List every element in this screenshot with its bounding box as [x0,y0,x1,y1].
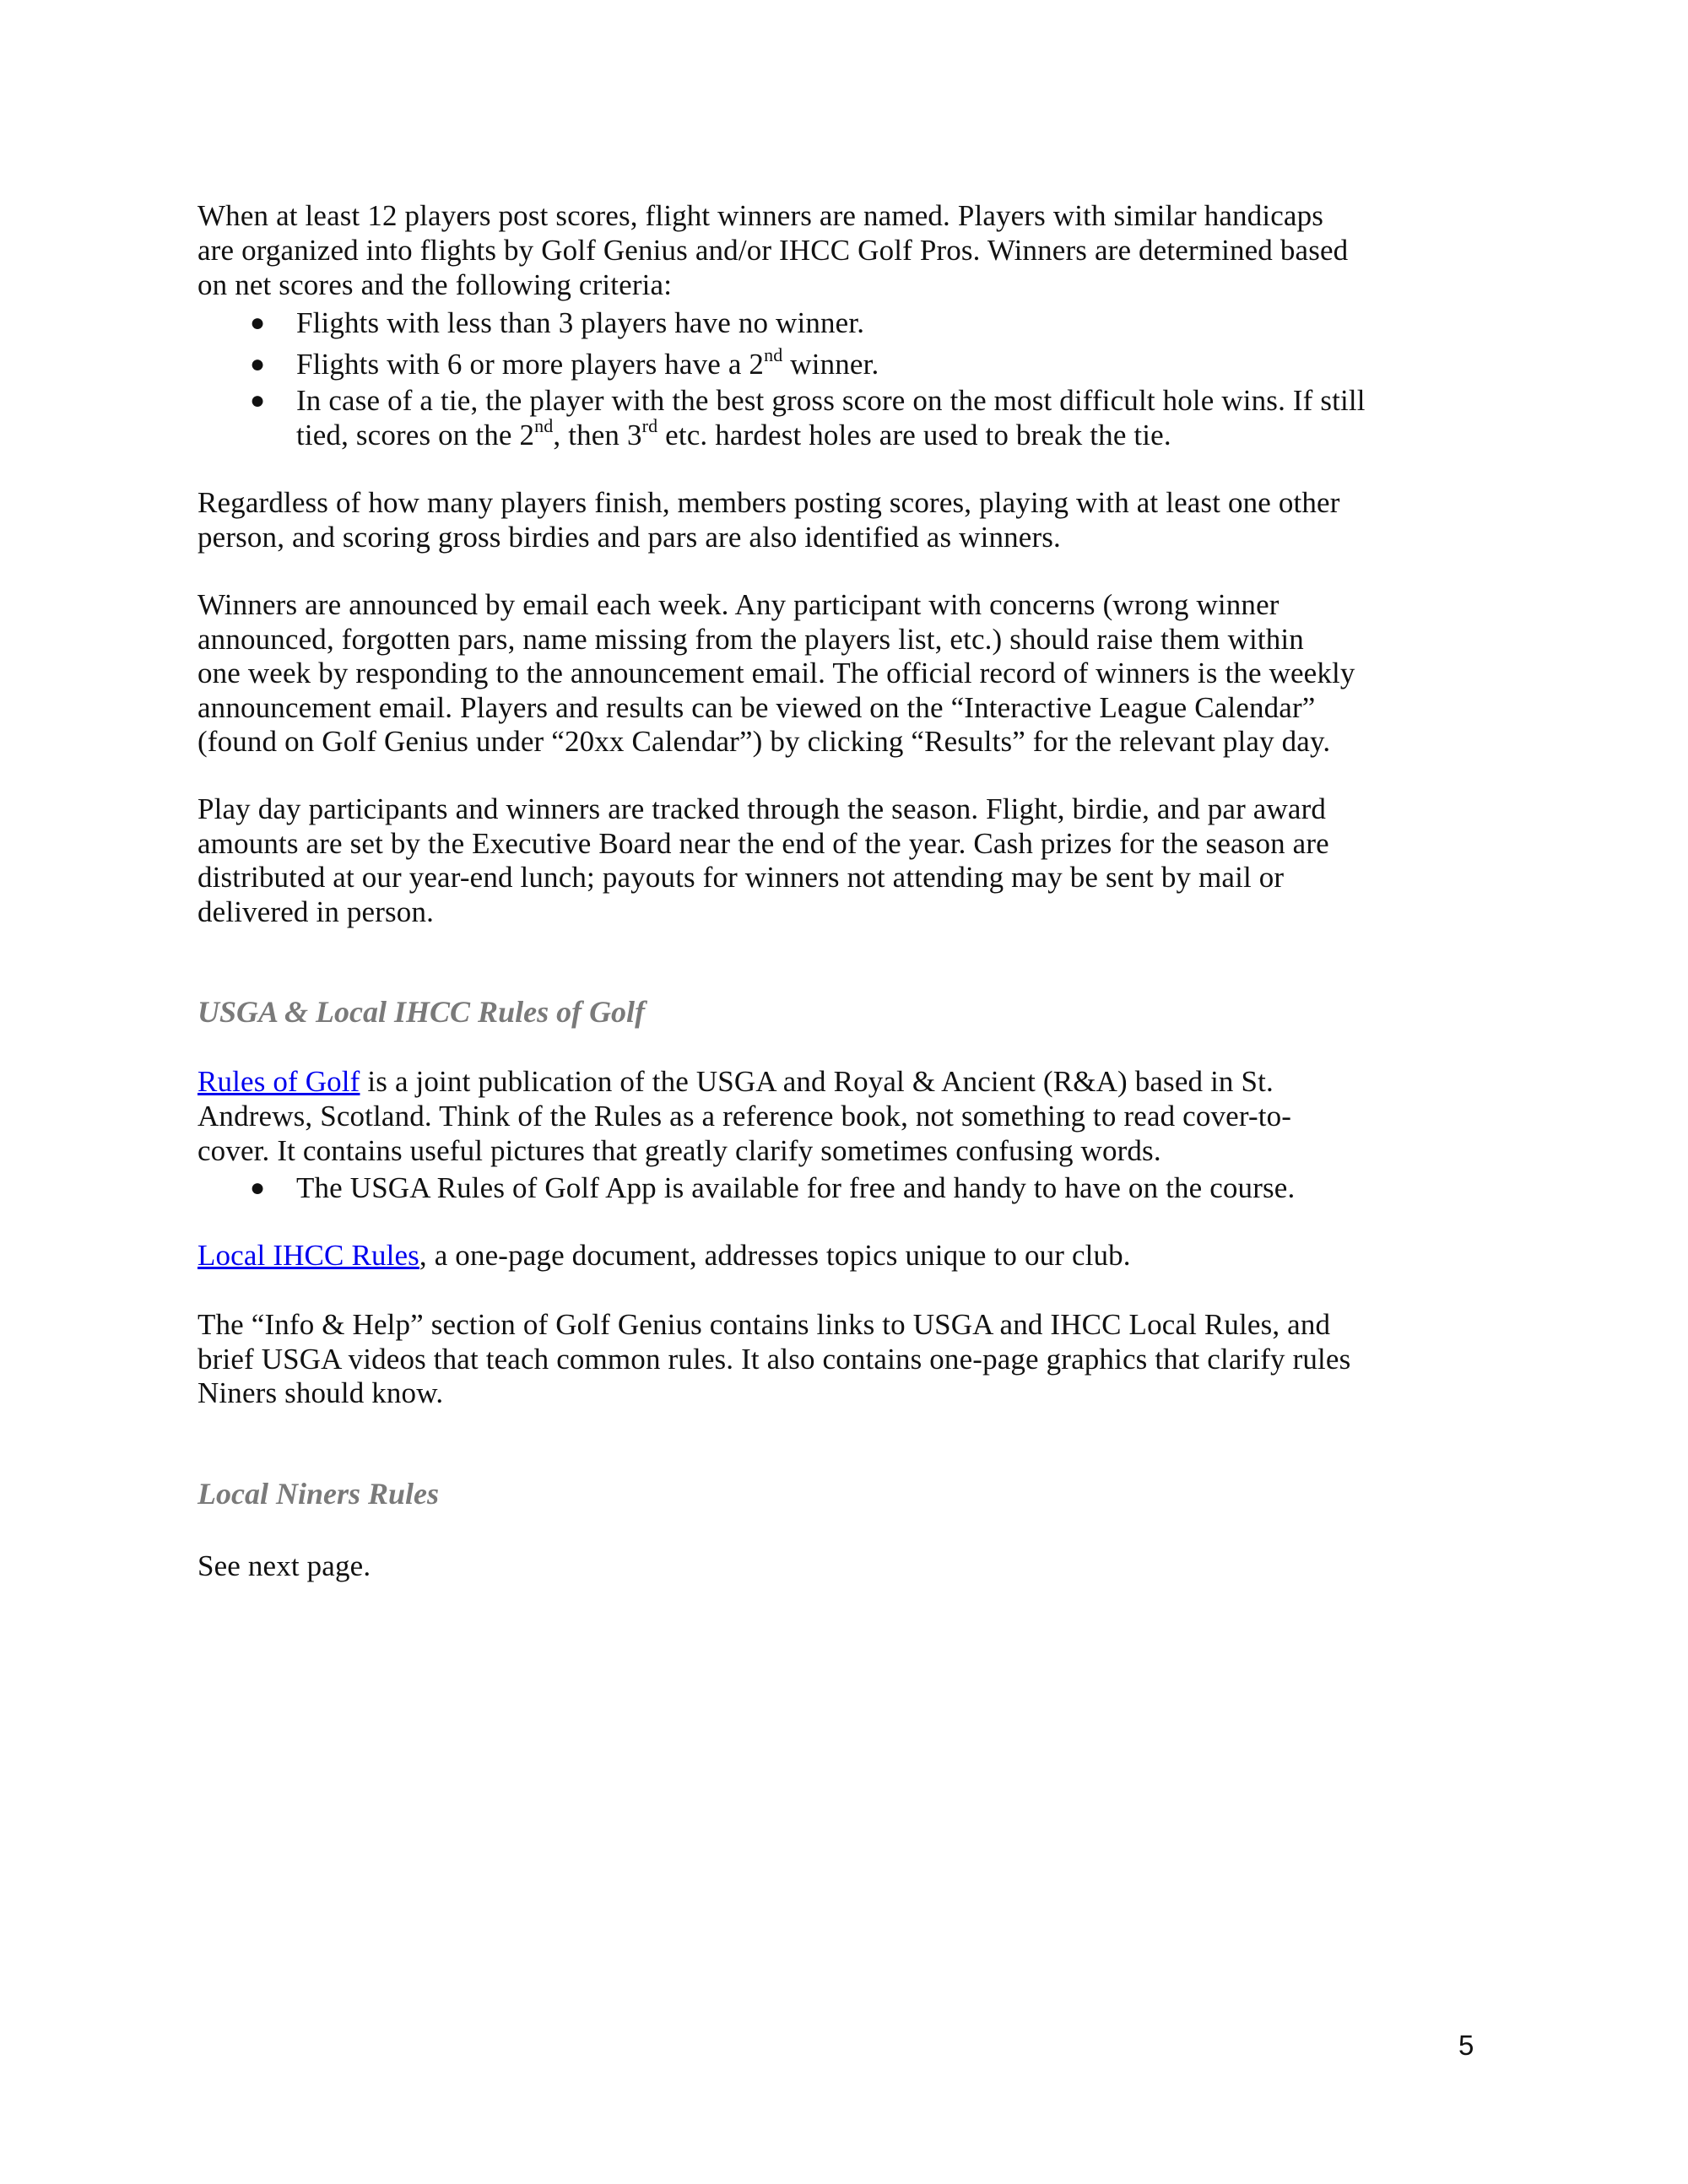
list-item [296,1170,1295,1205]
text-line [197,826,1329,861]
text-line [197,1307,1330,1342]
bullet-icon: ● [250,387,266,414]
text-segment: Flights with 6 or more players have a 2 [296,348,765,381]
text-segment: winner. [782,348,879,381]
text-segment: is a joint publication of the USGA and Royal & Ancient (R&A) based in St. [360,1065,1274,1098]
text-segment: In case of a tie, the player with the best gross score on the most difficult hole wins. If still [296,384,1366,417]
text-line [197,1376,443,1410]
list-item [296,305,864,340]
text-line [197,198,1323,233]
text-segment: cover. It contains useful pictures that greatly clarify sometimes confusing words. [197,1134,1161,1167]
text-line [197,895,434,929]
text-line [197,485,1340,520]
text-line [197,1238,1131,1273]
bullet-icon: ● [250,309,266,337]
text-line [197,1549,371,1583]
list-item [296,383,1366,418]
text-segment: on net scores and the following criteria: [197,268,673,301]
text-line [197,1342,1350,1376]
text-line [197,1064,1274,1099]
text-segment: When at least 12 players post scores, flight winners are named. Players with similar handicaps [197,199,1324,232]
text-segment: The “Info & Help” section of Golf Genius contains links to USGA and IHCC Local Rules, and [197,1308,1331,1341]
text-segment: (found on Golf Genius under “20xx Calendar”) by clicking “Results” for the relevant play day. [197,725,1331,758]
local-ihcc-rules-link[interactable]: Local IHCC Rules [197,1239,419,1272]
text-line [197,520,1061,554]
text-line [197,268,672,302]
text-segment: tied, scores on the 2 [296,419,535,451]
text-segment: distributed at our year-end lunch; payouts for winners not attending may be sent by mail or [197,861,1285,894]
text-line [197,724,1330,759]
text-segment: Regardless of how many players finish, members posting scores, playing with at least one other [197,486,1340,519]
text-line [197,1099,1291,1133]
text-segment: etc. hardest holes are used to break the tie. [657,419,1171,451]
superscript: nd [534,415,554,437]
text-segment: , then 3 [553,419,642,451]
text-segment: See next page. [197,1549,371,1582]
bullet-icon: ● [250,1174,266,1202]
text-segment: , a one-page document, addresses topics unique to our club. [419,1239,1131,1272]
rules-of-golf-link[interactable]: Rules of Golf [197,1065,360,1098]
text-line [296,415,1171,452]
text-segment: Niners should know. [197,1376,444,1409]
section-heading: Local Niners Rules [197,1477,440,1511]
text-segment: Winners are announced by email each week. Any participant with concerns (wrong winner [197,588,1280,621]
superscript: nd [764,344,783,366]
text-line [197,690,1315,725]
bullet-icon: ● [250,350,266,378]
page-number: 5 [1458,2030,1474,2061]
text-segment: Play day participants and winners are tracked through the season. Flight, birdie, and par award [197,792,1327,825]
text-segment: Flights with less than 3 players have no winner. [296,306,865,339]
list-item [296,344,879,381]
section-heading: USGA & Local IHCC Rules of Golf [197,995,646,1029]
text-line [197,860,1284,895]
text-segment: announced, forgotten pars, name missing from the players list, etc.) should raise them within [197,623,1304,656]
text-segment: one week by responding to the announcement email. The official record of winners is the weekly [197,657,1355,689]
text-line [197,622,1304,657]
text-line [197,1133,1161,1168]
text-segment: The USGA Rules of Golf App is available for free and handy to have on the course. [296,1171,1296,1204]
text-line [197,233,1348,268]
text-line [197,792,1326,826]
text-line [197,587,1280,622]
text-segment: are organized into flights by Golf Genius and/or IHCC Golf Pros. Winners are determined based [197,234,1349,267]
text-segment: delivered in person. [197,895,434,928]
superscript: rd [641,415,658,437]
text-segment: announcement email. Players and results can be viewed on the “Interactive League Calendar” [197,691,1316,724]
text-segment: brief USGA videos that teach common rules. It also contains one-page graphics that clarify rules [197,1343,1351,1376]
text-line [197,656,1355,690]
text-segment: Andrews, Scotland. Think of the Rules as a reference book, not something to read cover-to- [197,1100,1292,1133]
text-segment: person, and scoring gross birdies and pars are also identified as winners. [197,521,1061,554]
text-segment: amounts are set by the Executive Board near the end of the year. Cash prizes for the season are [197,827,1329,860]
